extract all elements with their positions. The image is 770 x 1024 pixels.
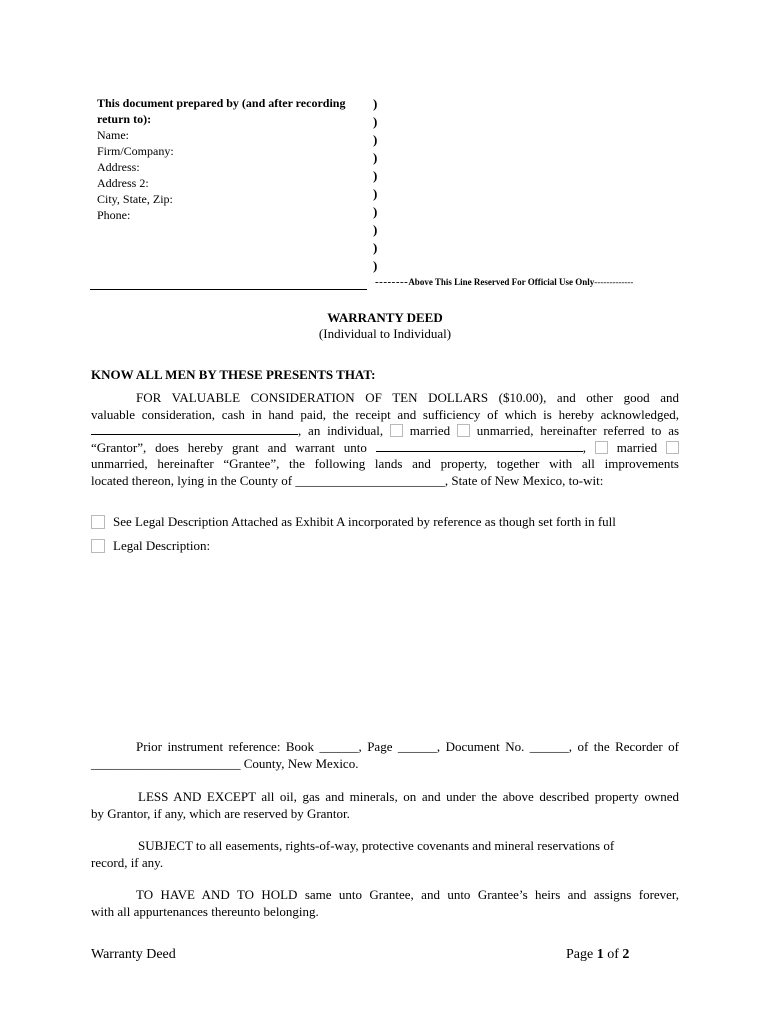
legal-description-checkbox[interactable]	[91, 539, 105, 553]
footer-page-number	[566, 947, 629, 963]
page-word: Page	[566, 947, 594, 962]
grantor-married-checkbox[interactable]	[390, 424, 403, 437]
paren: )	[373, 96, 378, 111]
prior-line-2: _______________________ County, New Mexico.	[91, 755, 359, 771]
consideration-line-5: unmarried, hereinafter “Grantee”, the following lands and property, together with all improvements	[91, 456, 679, 471]
prior-line-1: Prior instrument reference: Book ______, Page ______, Document No. ______, of the Recorder of	[136, 739, 679, 754]
know-all-heading: KNOW ALL MEN BY THESE PRESENTS THAT:	[91, 367, 376, 382]
county-suffix: , State of New Mexico, to-wit:	[444, 472, 604, 488]
footer-document-name: Warranty Deed	[91, 947, 176, 962]
paren-column	[373, 95, 387, 275]
document-subtitle: (Individual to Individual)	[318, 326, 452, 341]
prior-instrument-paragraph	[91, 739, 679, 772]
county-prefix: located thereon, lying in the County of	[91, 472, 293, 488]
paren: )	[373, 168, 378, 183]
individual-text: , an individual,	[298, 423, 384, 438]
preparer-block	[97, 95, 367, 223]
consideration-paragraph	[91, 390, 679, 489]
page-total: 2	[622, 947, 630, 962]
official-use-dashes-right: -------------	[594, 277, 634, 287]
habendum-line-2: with all appurtenances thereunto belonging.	[91, 903, 319, 919]
exhibit-option	[91, 514, 616, 530]
grantee-married-checkbox[interactable]	[595, 441, 608, 454]
habendum-paragraph	[91, 887, 679, 920]
paren: )	[373, 132, 378, 147]
less-except-paragraph	[91, 789, 679, 822]
official-use-notice	[375, 276, 633, 288]
preparer-address-label: Address:	[97, 160, 140, 174]
legal-description-label: Legal Description:	[113, 538, 211, 553]
comma: ,	[582, 439, 586, 455]
grantor-name-blank[interactable]	[91, 424, 298, 435]
recording-divider-line	[90, 289, 367, 290]
consideration-line-1: FOR VALUABLE CONSIDERATION OF TEN DOLLARS ($10.00), and other good and	[136, 390, 679, 405]
paren: )	[373, 240, 378, 255]
consideration-line-6	[91, 473, 679, 490]
paren: )	[373, 222, 378, 237]
less-except-line-2: by Grantor, if any, which are reserved by Grantor.	[91, 805, 350, 821]
subject-line-1: SUBJECT to all easements, rights-of-way, protective covenants and mineral reservations of	[138, 838, 615, 853]
document-title: WARRANTY DEED	[327, 310, 443, 325]
grantee-unmarried-checkbox[interactable]	[666, 441, 679, 454]
grantor-unmarried-checkbox[interactable]	[457, 424, 470, 437]
consideration-line-2: valuable consideration, cash in hand paid, the receipt and sufficiency of which is hereby acknowledged,	[91, 406, 679, 422]
preparer-city-label: City, State, Zip:	[97, 192, 173, 206]
preparer-heading: This document prepared by (and after recording return to):	[97, 96, 346, 126]
married-label-2: married	[616, 439, 658, 455]
consideration-line-3	[91, 423, 679, 440]
preparer-address2-label: Address 2:	[97, 176, 149, 190]
county-blank[interactable]: _______________________	[295, 472, 445, 488]
unmarried-referred-text: unmarried, hereinafter referred to as	[476, 423, 680, 438]
paren: )	[373, 204, 378, 219]
exhibit-option-label: See Legal Description Attached as Exhibit A incorporated by reference as though set forth in full	[113, 514, 616, 529]
exhibit-checkbox[interactable]	[91, 515, 105, 529]
paren: )	[373, 150, 378, 165]
paren: )	[373, 114, 378, 129]
subject-line-2: record, if any.	[91, 854, 164, 870]
grantor-grant-text: “Grantor”, does hereby grant and warrant unto	[91, 439, 367, 455]
subject-paragraph	[91, 838, 679, 871]
grantee-name-blank[interactable]	[376, 441, 583, 452]
preparer-phone-label: Phone:	[97, 208, 131, 222]
of-word: of	[607, 947, 619, 962]
preparer-firm-label: Firm/Company:	[97, 144, 174, 158]
official-use-dashes-left: --------	[375, 276, 409, 288]
habendum-line-1: TO HAVE AND TO HOLD same unto Grantee, and unto Grantee’s heirs and assigns forever,	[136, 887, 679, 902]
legal-description-option	[91, 538, 210, 554]
paren: )	[373, 258, 378, 273]
married-label: married	[409, 423, 451, 438]
official-use-text: Above This Line Reserved For Official Use Only	[408, 277, 595, 287]
less-except-line-1: LESS AND EXCEPT all oil, gas and minerals, on and under the above described property owned	[138, 789, 679, 804]
preparer-name-label: Name:	[97, 128, 129, 142]
paren: )	[373, 186, 378, 201]
consideration-line-4	[91, 440, 679, 457]
page-current: 1	[596, 947, 604, 962]
